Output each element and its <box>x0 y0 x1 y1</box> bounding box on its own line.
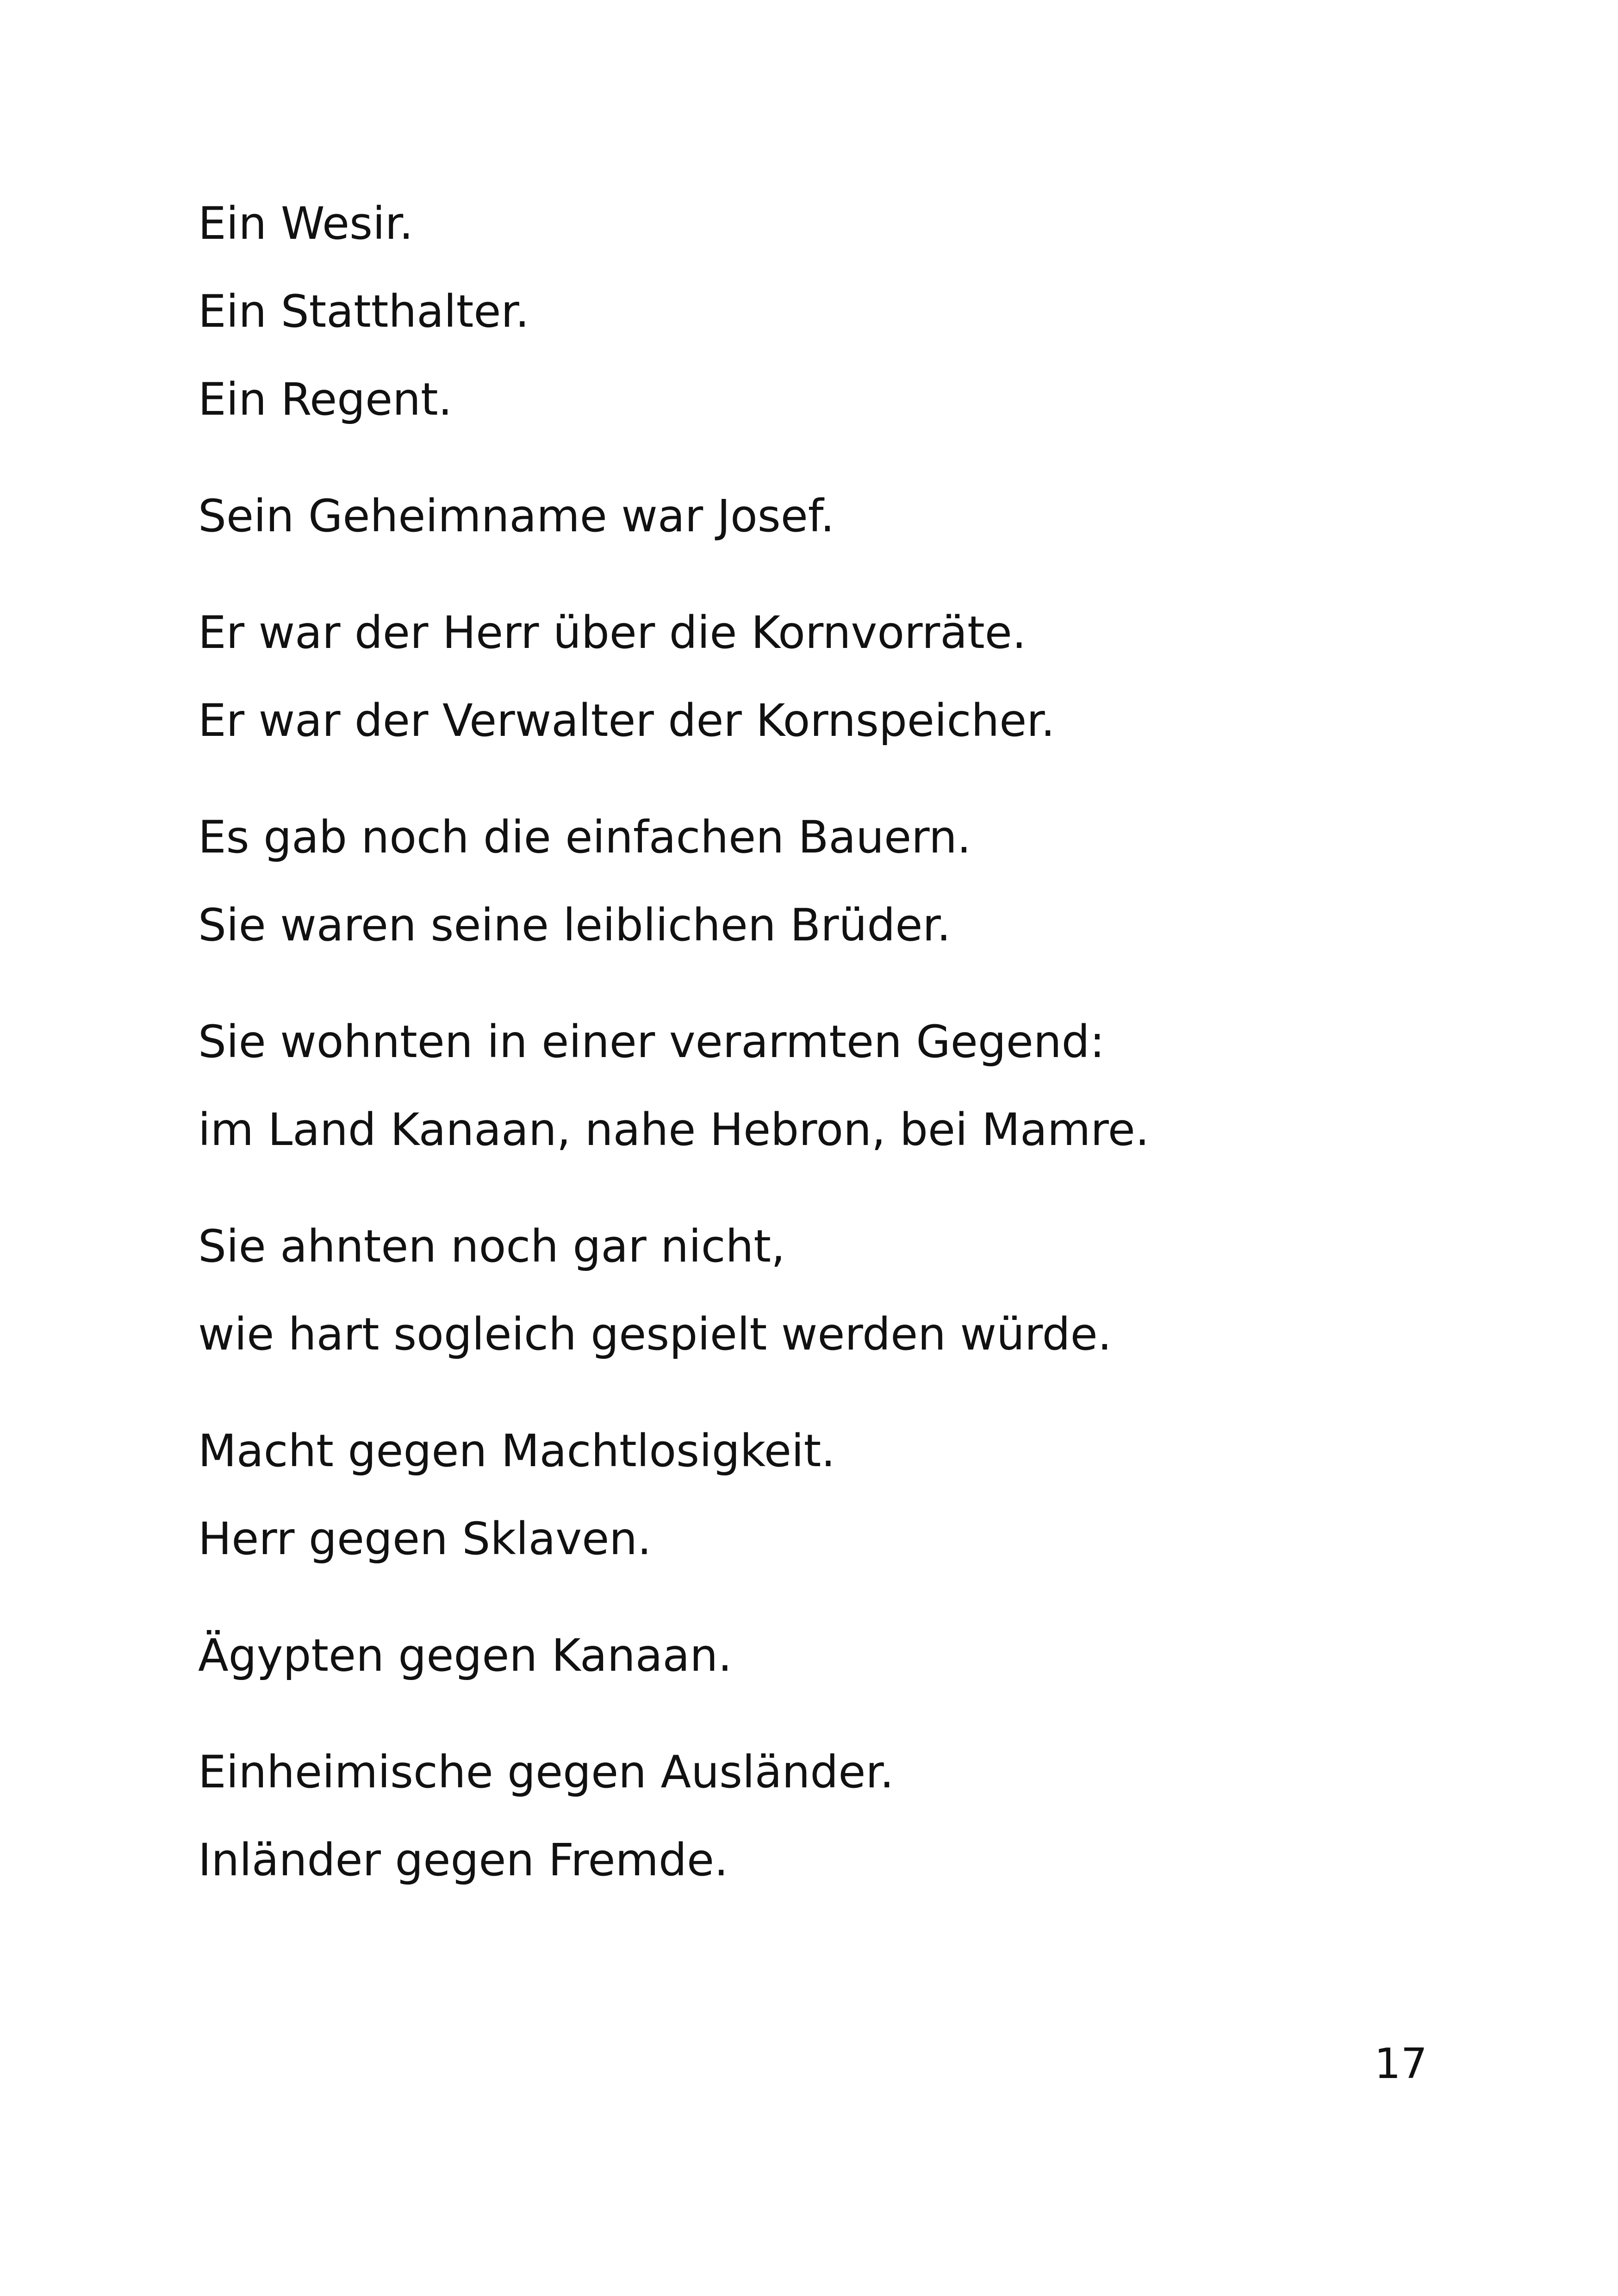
text-line: Sein Geheimname war Josef. <box>198 490 835 542</box>
text-line: Macht gegen Machtlosigkeit. <box>198 1425 835 1477</box>
text-line: Sie wohnten in einer verarmten Gegend: <box>198 1016 1105 1068</box>
stanza <box>198 793 1494 969</box>
text-line: Sie ahnten noch gar nicht, <box>198 1220 785 1272</box>
stanza <box>198 1728 1494 1904</box>
text-line: Einheimische gegen Ausländer. <box>198 1746 894 1798</box>
text-line: Ein Statthalter. <box>198 286 529 337</box>
text-line: Inländer gegen Fremde. <box>198 1834 728 1886</box>
stanza <box>198 472 1494 560</box>
stanza <box>198 180 1494 443</box>
stanza <box>198 1407 1494 1583</box>
stanza <box>198 589 1494 765</box>
text-line: Herr gegen Sklaven. <box>198 1513 652 1565</box>
stanza <box>198 1612 1494 1699</box>
text-line: Er war der Verwalter der Kornspeicher. <box>198 695 1055 747</box>
stanza <box>198 1202 1494 1378</box>
text-line: Ägypten gegen Kanaan. <box>198 1630 732 1681</box>
text-line: Es gab noch die einfachen Bauern. <box>198 811 971 863</box>
text-line: wie hart sogleich gespielt werden würde. <box>198 1308 1112 1360</box>
stanza <box>198 998 1494 1174</box>
text-line: Sie waren seine leiblichen Brüder. <box>198 899 951 951</box>
page-text <box>198 180 1494 1904</box>
text-line: im Land Kanaan, nahe Hebron, bei Mamre. <box>198 1104 1150 1156</box>
text-line: Ein Regent. <box>198 373 453 425</box>
page-number: 17 <box>1374 2040 1427 2088</box>
text-line: Er war der Herr über die Kornvorräte. <box>198 607 1027 659</box>
text-line: Ein Wesir. <box>198 198 413 249</box>
